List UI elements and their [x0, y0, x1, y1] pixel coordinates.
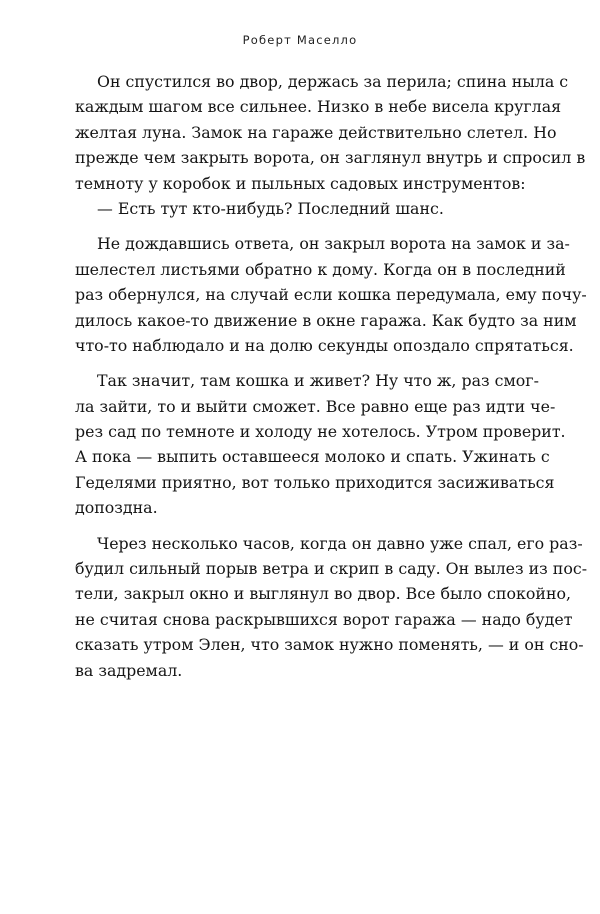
text-line: темноту у коробок и пыльных садовых инструментов:: [75, 173, 526, 193]
text-line: А пока — выпить оставшееся молоко и спать. Ужинать с: [75, 447, 550, 467]
paragraph-1: [75, 69, 586, 221]
text-line: будил сильный порыв ветра и скрип в саду. Он вылез из пос-: [75, 559, 588, 579]
text-line: прежде чем закрыть ворота, он заглянул внутрь и спросил в: [75, 148, 586, 168]
text-line: сказать утром Элен, что замок нужно поменять, — и он сно-: [75, 635, 584, 655]
running-head-author: Роберт Маселло: [242, 33, 358, 47]
text-line: желтая луна. Замок на гараже действительно слетел. Но: [75, 122, 557, 142]
text-line: раз обернулся, на случай если кошка передумала, ему почу-: [75, 285, 587, 305]
dialogue-line: — Есть тут кто-нибудь? Последний шанс.: [97, 198, 444, 218]
text-line: рез сад по темноте и холоду не хотелось. Утром проверит.: [75, 422, 566, 442]
body-text: [75, 69, 588, 693]
text-line: не считая снова раскрывшихся ворот гаража — надо будет: [75, 609, 573, 629]
paragraph-4: [75, 531, 588, 683]
text-line: дилось какое-то движение в окне гаража. Как будто за ним: [75, 310, 577, 330]
text-line: Геделями приятно, вот только приходится засиживаться: [75, 472, 555, 492]
text-line: Так значит, там кошка и живет? Ну что ж, раз смог-: [97, 371, 539, 391]
text-line: тели, закрыл окно и выглянул во двор. Все было спокойно,: [75, 584, 572, 604]
text-line: что-то наблюдало и на долю секунды опоздало спрятаться.: [75, 335, 574, 355]
text-line: Через несколько часов, когда он давно уже спал, его раз-: [97, 533, 583, 553]
text-line: ла зайти, то и выйти сможет. Все равно еще раз идти че-: [75, 396, 556, 416]
text-line: Он спустился во двор, держась за перила; спина ныла с: [97, 72, 569, 91]
paragraph-3: [75, 368, 566, 520]
text-line: каждым шагом все сильнее. Низко в небе висела круглая: [75, 97, 562, 117]
text-line: шелестел листьями обратно к дому. Когда он в последний: [75, 259, 566, 279]
text-line: допоздна.: [75, 498, 158, 518]
text-line: ва задремал.: [75, 660, 183, 680]
paragraph-2: [75, 231, 587, 358]
text-line: Не дождавшись ответа, он закрыл ворота на замок и за-: [97, 234, 570, 254]
